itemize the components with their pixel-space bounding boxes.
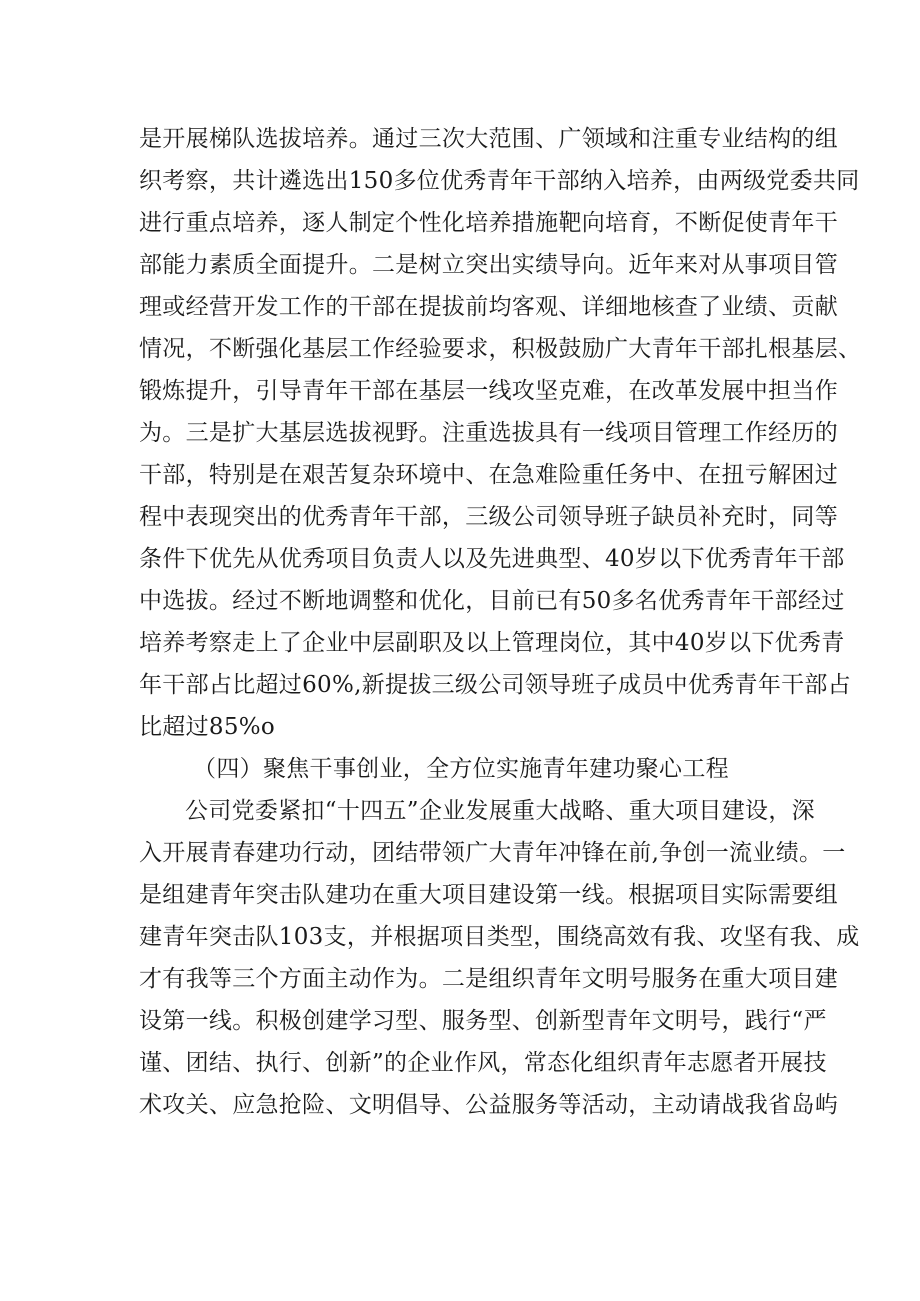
paragraph-line: 进行重点培养，逐人制定个性化培养措施靶向培育，不断促使青年干 (139, 210, 838, 236)
paragraph-line: 建青年突击队103支，并根据项目类型，围绕高效有我、攻坚有我、成 (139, 924, 860, 950)
paragraph-line: 为。三是扩大基层选拔视野。注重选拔具有一线项目管理工作经历的 (139, 420, 838, 446)
section-heading: （四）聚焦干事创业，全方位实施青年建功聚心工程 (193, 756, 729, 782)
paragraph-line: 术攻关、应急抢险、文明倡导、公益服务等活动，主动请战我省岛屿 (139, 1092, 838, 1118)
paragraph-line: 入开展青春建功行动，团结带领广大青年冲锋在前,争创一流业绩。一 (139, 840, 846, 866)
paragraph-line: 部能力素质全面提升。二是树立突出实绩导向。近年来对从事项目管 (139, 252, 838, 278)
paragraph-line: 培养考察走上了企业中层副职及以上管理岗位，其中40岁以下优秀青 (139, 630, 845, 656)
paragraph-line: 锻炼提升，引导青年干部在基层一线攻坚克难，在改革发展中担当作 (139, 378, 838, 404)
paragraph-line: 是组建青年突击队建功在重大项目建设第一线。根据项目实际需要组 (139, 882, 838, 908)
paragraph-line: 干部，特别是在艰苦复杂环境中、在急难险重任务中、在扭亏解困过 (139, 462, 838, 488)
paragraph-line: 比超过85%o (139, 714, 276, 740)
paragraph-line: 理或经营开发工作的干部在提拔前均客观、详细地核查了业绩、贡献 (139, 294, 838, 320)
paragraph-line: 公司党委紧扣“十四五”企业发展重大战略、重大项目建设，深 (185, 798, 815, 824)
paragraph-line: 年干部占比超过60%,新提拔三级公司领导班子成员中优秀青年干部占 (139, 672, 852, 698)
paragraph-line: 是开展梯队选拔培养。通过三次大范围、广领域和注重专业结构的组 (139, 126, 838, 152)
paragraph-line: 条件下优先从优秀项目负责人以及先进典型、40岁以下优秀青年干部 (139, 546, 845, 572)
paragraph-line: 才有我等三个方面主动作为。二是组织青年文明号服务在重大项目建 (139, 966, 838, 992)
paragraph-line: 谨、团结、执行、创新”的企业作风，常态化组织青年志愿者开展技 (139, 1050, 827, 1076)
paragraph-line: 织考察，共计遴选出150多位优秀青年干部纳入培养，由两级党委共同 (139, 168, 860, 194)
paragraph-line: 程中表现突出的优秀青年干部，三级公司领导班子缺员补充时，同等 (139, 504, 838, 530)
paragraph-line: 中选拔。经过不断地调整和优化，目前已有50多名优秀青年干部经过 (139, 588, 845, 614)
paragraph-line: 情况，不断强化基层工作经验要求，积极鼓励广大青年干部扎根基层、 (139, 336, 862, 362)
paragraph-line: 设第一线。积极创建学习型、服务型、创新型青年文明号，践行“严 (139, 1008, 827, 1034)
